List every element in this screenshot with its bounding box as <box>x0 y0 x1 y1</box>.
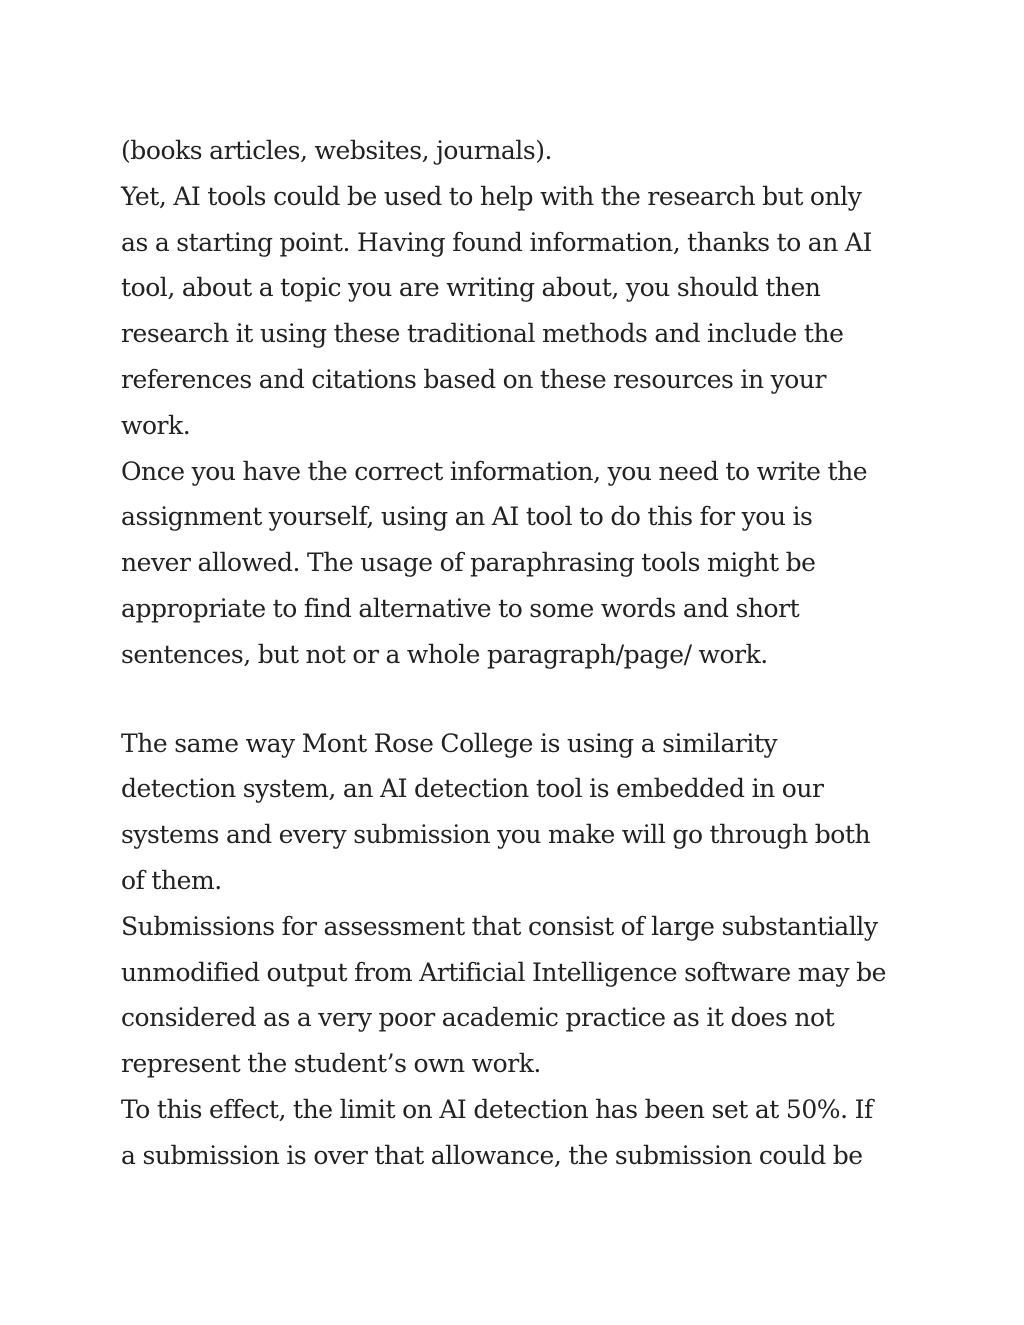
text-line: considered as a very poor academic practice as it does not <box>121 1003 835 1033</box>
text-line: represent the student’s own work. <box>121 1049 541 1079</box>
text-line: The same way Mont Rose College is using a similarity <box>121 728 778 758</box>
text-line: systems and every submission you make will go through both <box>121 820 871 850</box>
text-line: references and citations based on these resources in your <box>121 364 827 394</box>
paragraph-write-yourself <box>121 449 921 678</box>
paragraph-detection-limit <box>121 1087 921 1179</box>
paragraph-ai-research <box>121 174 921 449</box>
text-line: To this effect, the limit on AI detection has been set at 50%. If <box>121 1094 873 1124</box>
text-line: research it using these traditional methods and include the <box>121 319 844 349</box>
text-line: (books articles, websites, journals). <box>121 136 553 165</box>
text-line: tool, about a topic you are writing about, you should then <box>121 273 821 303</box>
text-line: work. <box>121 410 191 440</box>
paragraph-spacer <box>121 678 921 721</box>
text-line: unmodified output from Artificial Intelligence software may be <box>121 957 886 987</box>
text-line: sentences, but not or a whole paragraph/page/ work. <box>121 639 768 669</box>
text-line: Yet, AI tools could be used to help with the research but only <box>121 181 862 211</box>
paragraph-detection-system <box>121 721 921 904</box>
text-line: of them. <box>121 865 222 895</box>
text-line: Once you have the correct information, you need to write the <box>121 456 868 486</box>
text-line: as a starting point. Having found information, thanks to an AI <box>121 227 872 257</box>
text-line: assignment yourself, using an AI tool to do this for you is <box>121 502 813 532</box>
paragraph-resources <box>121 128 921 174</box>
document-page <box>121 128 921 1179</box>
paragraph-submissions <box>121 904 921 1087</box>
text-line: detection system, an AI detection tool is embedded in our <box>121 774 824 804</box>
text-line: never allowed. The usage of paraphrasing tools might be <box>121 548 816 578</box>
text-line: Submissions for assessment that consist of large substantially <box>121 911 878 941</box>
text-line: a submission is over that allowance, the submission could be <box>121 1140 863 1170</box>
text-line: appropriate to find alternative to some words and short <box>121 593 800 623</box>
